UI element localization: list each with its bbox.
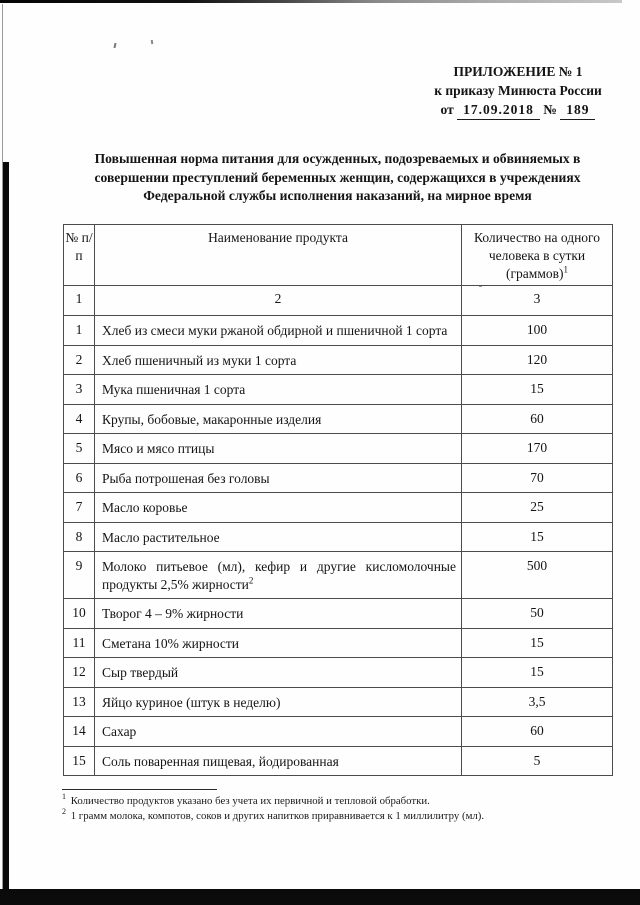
appendix-header-block <box>403 62 633 120</box>
product-name-cell: Крупы, бобовые, макаронные изделия <box>95 404 462 434</box>
table-row <box>64 746 613 776</box>
table-header-row <box>64 225 613 286</box>
row-number-cell: 11 <box>64 628 95 658</box>
quantity-cell: 50 <box>462 599 613 629</box>
product-name-cell: Мука пшеничная 1 сорта <box>95 375 462 405</box>
table-row <box>64 658 613 688</box>
product-name-cell: Масло коровье <box>95 493 462 523</box>
product-name-cell: Молоко питьевое (мл), кефир и другие кисломолочные продукты 2,5% жирности$^2$ <box>95 552 462 599</box>
row-number-cell: 10 <box>64 599 95 629</box>
row-number-cell: 3 <box>64 375 95 405</box>
quantity-cell: 25 <box>462 493 613 523</box>
quantity-cell: 60 <box>462 717 613 747</box>
product-name-cell: Сахар <box>95 717 462 747</box>
column-index-1: 1 <box>64 286 95 316</box>
footnote-ref: 2 <box>248 575 254 585</box>
appendix-date-value: 17.09.2018 <box>457 100 540 120</box>
quantity-cell: 500 <box>462 552 613 599</box>
quantity-cell: 170 <box>462 434 613 464</box>
row-number-cell: 14 <box>64 717 95 747</box>
ration-table <box>63 224 613 776</box>
footnote-ref: 2 <box>62 806 66 816</box>
product-name-cell: Творог 4 – 9% жирности <box>95 599 462 629</box>
appendix-line-3 <box>403 100 633 120</box>
quantity-cell: 70 <box>462 463 613 493</box>
row-number-cell: 1 <box>64 316 95 346</box>
table-row <box>64 316 613 346</box>
column-index-3: 3 <box>462 286 613 316</box>
table-row <box>64 599 613 629</box>
table-row <box>64 628 613 658</box>
table-row <box>64 717 613 747</box>
quantity-cell: 15 <box>462 375 613 405</box>
quantity-cell: 5 <box>462 746 613 776</box>
quantity-cell: 15 <box>462 658 613 688</box>
quantity-cell: 60 <box>462 404 613 434</box>
document-title: Повышенная норма питания для осужденных, подозреваемых и обвиняемых в совершении преступлений беременных женщин, содержащихся в учреждениях Федеральной службы исполнения наказаний, на мирное время <box>94 151 581 204</box>
footnotes-list <box>62 794 612 823</box>
column-index-2: 2 <box>95 286 462 316</box>
product-name-cell: Мясо и мясо птицы <box>95 434 462 464</box>
column-index-row <box>64 286 613 316</box>
table-row <box>64 493 613 523</box>
product-name-cell: Хлеб пшеничный из муки 1 сорта <box>95 345 462 375</box>
table-row <box>64 375 613 405</box>
footnote-ref: 1 <box>563 264 568 275</box>
product-name-cell: Сыр твердый <box>95 658 462 688</box>
table-row <box>64 552 613 599</box>
col-header-quantity: Количество на одного человека в сутки (граммов)$^1$ <box>462 225 613 286</box>
row-number-cell: 4 <box>64 404 95 434</box>
product-table-body <box>64 316 613 776</box>
row-number-cell: 12 <box>64 658 95 688</box>
table-row <box>64 434 613 464</box>
footnote: $^2$ 1 грамм молока, компотов, соков и других напитков приравнивается к 1 миллилитру (мл). <box>62 806 485 822</box>
row-number-cell: 13 <box>64 687 95 717</box>
row-number-cell: 7 <box>64 493 95 523</box>
quantity-cell: 3,5 <box>462 687 613 717</box>
footnote-ref: 1 <box>62 792 66 802</box>
table-row <box>64 404 613 434</box>
appendix-number-value: 189 <box>560 100 595 120</box>
row-number-cell: 2 <box>64 345 95 375</box>
footnotes-block <box>62 789 612 823</box>
product-name-cell: Хлеб из смеси муки ржаной обдирной и пшеничной 1 сорта <box>95 316 462 346</box>
quantity-cell: 100 <box>462 316 613 346</box>
product-name-cell: Соль поваренная пищевая, йодированная <box>95 746 462 776</box>
quantity-cell: 120 <box>462 345 613 375</box>
row-number-cell: 8 <box>64 522 95 552</box>
scan-top-edge-artifact <box>0 0 622 3</box>
table-row <box>64 345 613 375</box>
appendix-line-2: к приказу Минюста России <box>434 83 602 98</box>
footnote-separator <box>62 789 217 790</box>
row-number-cell: 15 <box>64 746 95 776</box>
quantity-cell: 15 <box>462 522 613 552</box>
table-row <box>64 687 613 717</box>
table-row <box>64 522 613 552</box>
scan-left-bar-artifact <box>3 162 9 905</box>
row-number-cell: 6 <box>64 463 95 493</box>
product-name-cell: Яйцо куриное (штук в неделю) <box>95 687 462 717</box>
row-number-cell: 5 <box>64 434 95 464</box>
scan-speck <box>151 40 154 44</box>
col-header-number: № п/п <box>64 225 95 286</box>
appendix-line-1: ПРИЛОЖЕНИЕ № 1 <box>453 64 583 79</box>
appendix-number-sign: № <box>543 102 557 117</box>
footnote: $^1$ Количество продуктов указано без учета их первичной и тепловой обработки. <box>62 792 430 807</box>
product-name-cell: Масло растительное <box>95 522 462 552</box>
scan-bottom-bar-artifact <box>0 889 640 905</box>
product-name-cell: Сметана 10% жирности <box>95 628 462 658</box>
appendix-from-label: от <box>440 102 454 117</box>
row-number-cell: 9 <box>64 552 95 599</box>
quantity-cell: 15 <box>462 628 613 658</box>
product-name-cell: Рыба потрошеная без головы <box>95 463 462 493</box>
table-row <box>64 463 613 493</box>
scan-speck <box>114 43 117 48</box>
col-header-product: Наименование продукта <box>95 225 462 286</box>
